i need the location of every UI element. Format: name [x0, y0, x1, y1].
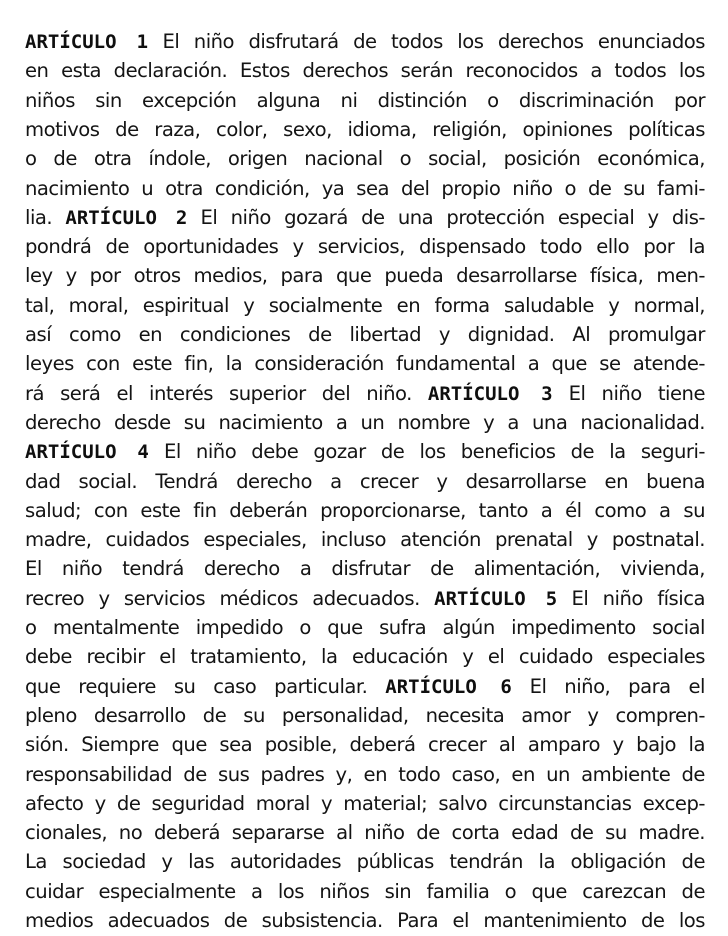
text-fragment: pleno desarrollo de su personalidad, necesita amor y compren-: [25, 703, 705, 727]
text-fragment: en esta declaración. Estos derechos serán reconocidos a todos los: [25, 59, 705, 83]
text-fragment: recreo y servicios médicos adecuados.: [25, 586, 435, 610]
text-fragment: nacimiento u otra condición, ya sea del propio niño o de su fami-: [25, 176, 705, 200]
text-fragment: La sociedad y las autoridades públicas tendrán la obligación de: [25, 850, 705, 874]
article-heading: ARTÍCULO 6: [385, 675, 512, 698]
text-line: [25, 349, 705, 379]
text-fragment: tal, moral, espiritual y socialmente en forma saludable y normal,: [25, 293, 705, 317]
text-fragment: ley y por otros medios, para que pueda desarrollarse física, men-: [25, 264, 705, 288]
text-fragment: o mentalmente impedido o que sufra algún impedimento social: [25, 616, 705, 639]
text-line: [25, 56, 705, 86]
text-fragment: derecho desde su nacimiento a un nombre y a una nacionalidad.: [25, 410, 705, 434]
text-line: [25, 642, 705, 672]
text-fragment: leyes con este fin, la consideración fundamental a que se atende-: [25, 352, 705, 376]
text-line: [25, 847, 705, 877]
text-line: [25, 877, 705, 907]
article-heading: ARTÍCULO 2: [65, 206, 188, 229]
text-fragment: dad social. Tendrá derecho a crecer y desarrollarse en buena: [25, 469, 705, 493]
text-line: [25, 232, 705, 262]
text-line: [25, 408, 705, 438]
text-line: [25, 525, 705, 555]
text-line: [25, 701, 705, 731]
text-line: [25, 554, 705, 584]
text-fragment: El niño debe gozar de los beneficios de la seguri-: [148, 440, 706, 464]
text-fragment: cionales, no deberá separarse al niño de corta edad de su madre.: [25, 821, 705, 845]
article-heading: ARTÍCULO 3: [427, 382, 553, 405]
text-line: [25, 584, 705, 614]
text-line: [25, 437, 705, 467]
text-line: [25, 174, 705, 204]
text-fragment: El niño tendrá derecho a disfrutar de alimentación, vivienda,: [25, 557, 705, 581]
text-fragment: medios adecuados de subsistencia. Para el mantenimiento de los: [25, 909, 705, 932]
text-line: [25, 291, 705, 321]
text-line: [25, 320, 705, 350]
text-line: [25, 203, 705, 233]
text-line: [25, 496, 705, 526]
text-line: [25, 789, 705, 819]
text-fragment: que requiere su caso particular.: [25, 674, 386, 698]
text-fragment: responsabilidad de sus padres y, en todo caso, en un ambiente de: [25, 762, 705, 786]
document-page: [25, 27, 706, 932]
article-heading: ARTÍCULO 4: [25, 441, 149, 464]
text-fragment: así como en condiciones de libertad y dignidad. Al promulgar: [25, 323, 705, 346]
text-line: [25, 818, 705, 848]
text-line: [25, 379, 705, 409]
text-fragment: debe recibir el tratamiento, la educación y el cuidado especiales: [25, 645, 705, 669]
text-fragment: motivos de raza, color, sexo, idioma, religión, opiniones políticas: [25, 117, 705, 141]
text-line: [25, 672, 705, 702]
text-fragment: El niño física: [557, 586, 705, 610]
text-fragment: niños sin excepción alguna ni distinción o discriminación por: [25, 88, 705, 112]
text-fragment: El niño tiene: [552, 381, 705, 405]
text-line: [25, 261, 705, 291]
text-line: [25, 144, 705, 174]
text-fragment: El niño, para el: [511, 674, 705, 698]
text-fragment: El niño gozará de una protección especial y dis-: [187, 205, 706, 229]
text-fragment: cuidar especialmente a los niños sin familia o que carezcan de: [25, 879, 705, 903]
text-line: [25, 86, 705, 116]
text-fragment: madre, cuidados especiales, incluso atención prenatal y postnatal.: [25, 528, 705, 552]
text-fragment: sión. Siempre que sea posible, deberá crecer al amparo y bajo la: [25, 733, 705, 757]
article-heading: ARTÍCULO 1: [25, 31, 149, 53]
text-fragment: salud; con este fin deberán proporcionarse, tanto a él como a su: [25, 498, 705, 522]
text-fragment: lia.: [25, 205, 66, 229]
text-fragment: o de otra índole, origen nacional o social, posición económica,: [25, 147, 705, 171]
text-line: [25, 115, 705, 145]
text-line: [25, 730, 705, 760]
text-line: [25, 467, 705, 497]
text-line: [25, 613, 705, 643]
text-line: [25, 906, 705, 936]
text-fragment: afecto y de seguridad moral y material; salvo circunstancias excep-: [25, 791, 705, 815]
text-fragment: rá será el interés superior del niño.: [25, 381, 428, 405]
article-heading: ARTÍCULO 5: [434, 587, 558, 610]
text-line: [25, 760, 705, 790]
text-fragment: El niño disfrutará de todos los derechos enunciados: [148, 30, 705, 53]
text-line: [25, 27, 705, 57]
text-fragment: pondrá de oportunidades y servicios, dispensado todo ello por la: [25, 235, 705, 259]
